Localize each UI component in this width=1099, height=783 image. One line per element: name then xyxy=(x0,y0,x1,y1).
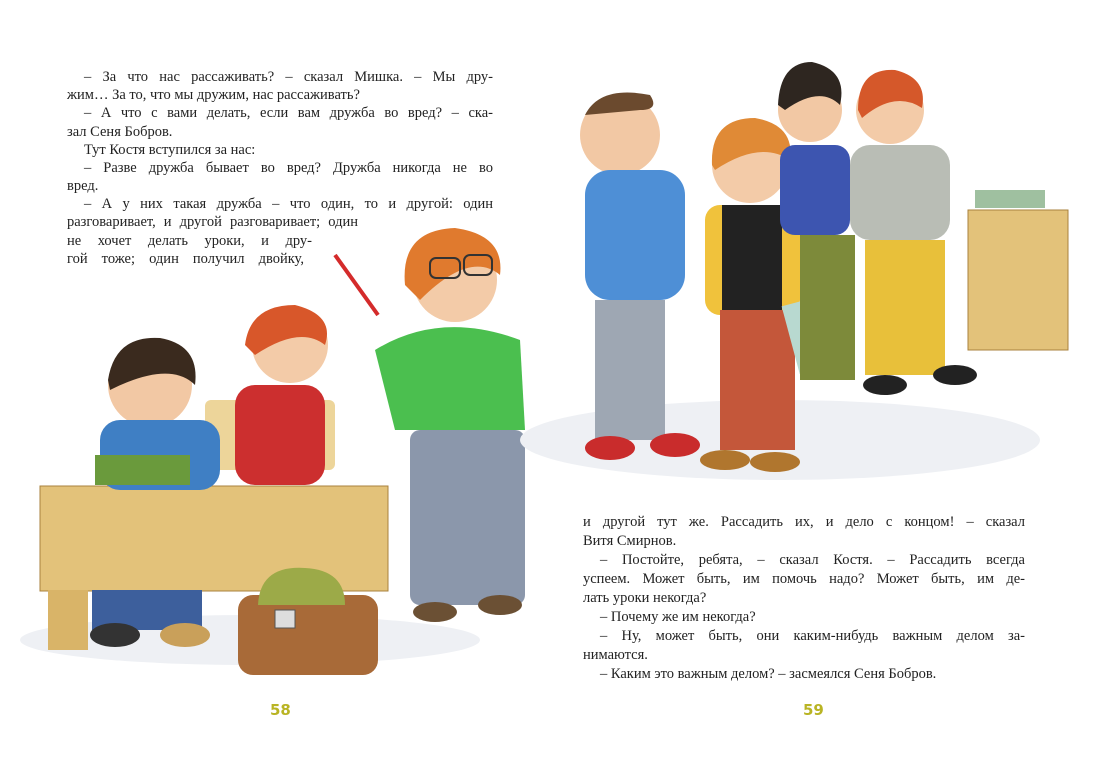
right-illustration-boys xyxy=(520,62,1068,480)
text-line: Тут Костя вступился за нас: xyxy=(84,142,256,158)
text-line: разговаривает, и другой разговаривает; один xyxy=(67,214,358,230)
boy-red-hair xyxy=(235,305,328,485)
text-line: – Ну, может быть, они каким-нибудь важным делом за- xyxy=(600,628,1025,644)
boy-yellow-trousers xyxy=(850,70,977,395)
page-number-right: 59 xyxy=(803,701,824,719)
text-line: зал Сеня Бобров. xyxy=(67,124,173,140)
text-line: не хочет делать уроки, и дру- xyxy=(67,233,312,249)
text-line: гой тоже; один получил двойку, xyxy=(67,251,304,267)
text-line: – А что с вами делать, если вам дружба во вред? – ска- xyxy=(84,105,493,121)
text-line: – А у них такая дружба – что один, то и другой: один xyxy=(84,196,493,212)
text-line: – Почему же им некогда? xyxy=(600,609,756,625)
text-line: – Каким это важным делом? – засмеялся Сеня Бобров. xyxy=(600,666,937,682)
text-line: – Постойте, ребята, – сказал Костя. – Рассадить всегда xyxy=(600,552,1025,568)
page-number-left: 58 xyxy=(270,701,291,719)
text-line: Витя Смирнов. xyxy=(583,533,677,549)
text-line: нимаются. xyxy=(583,647,648,663)
text-line: успеем. Может быть, им помочь надо? Может быть, им де- xyxy=(583,571,1025,587)
text-line: – За что нас рассаживать? – сказал Мишка. – Мы дру- xyxy=(84,69,493,85)
left-illustration-classroom xyxy=(20,228,525,675)
text-line: вред. xyxy=(67,178,99,194)
text-line: и другой тут же. Рассадить их, и дело с концом! – сказал xyxy=(583,514,1025,530)
text-line: лать уроки некогда? xyxy=(583,590,707,606)
text-line: жим… За то, что мы дружим, нас рассаживать? xyxy=(67,87,360,103)
text-line: – Разве дружба бывает во вред? Дружба никогда не во xyxy=(84,160,493,176)
teacher-desk xyxy=(968,190,1068,350)
